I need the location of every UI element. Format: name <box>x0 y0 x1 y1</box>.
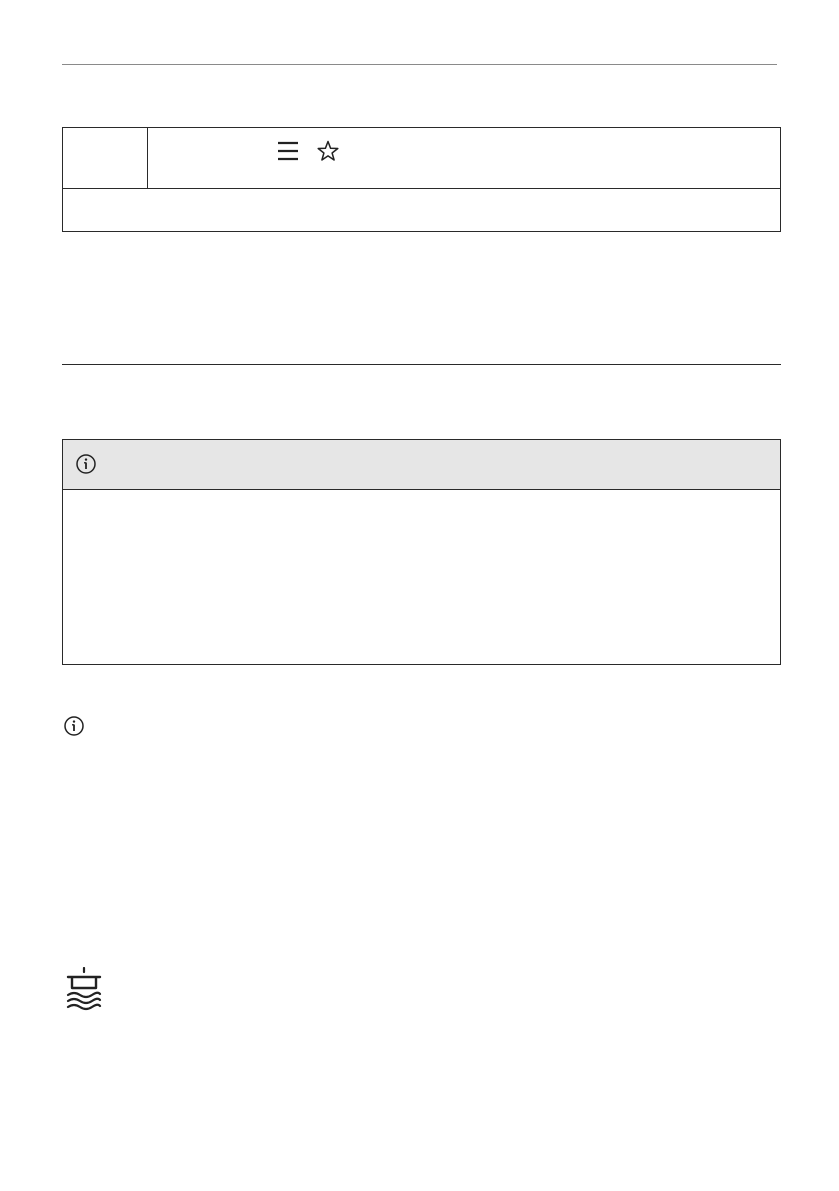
section-rule <box>62 364 781 365</box>
steam-pot-icon <box>64 967 102 1011</box>
table-cell-content <box>148 128 780 189</box>
info-box-header <box>63 440 780 490</box>
star-icon <box>316 139 340 163</box>
info-box <box>62 439 781 665</box>
info-icon <box>63 715 85 737</box>
table-row <box>63 128 780 189</box>
info-icon <box>75 453 97 475</box>
table-cell-label <box>63 128 148 189</box>
info-box-body <box>63 490 780 664</box>
table-row <box>63 189 780 232</box>
settings-table <box>62 127 781 232</box>
header-rule <box>62 64 777 65</box>
menu-icon <box>277 140 299 162</box>
